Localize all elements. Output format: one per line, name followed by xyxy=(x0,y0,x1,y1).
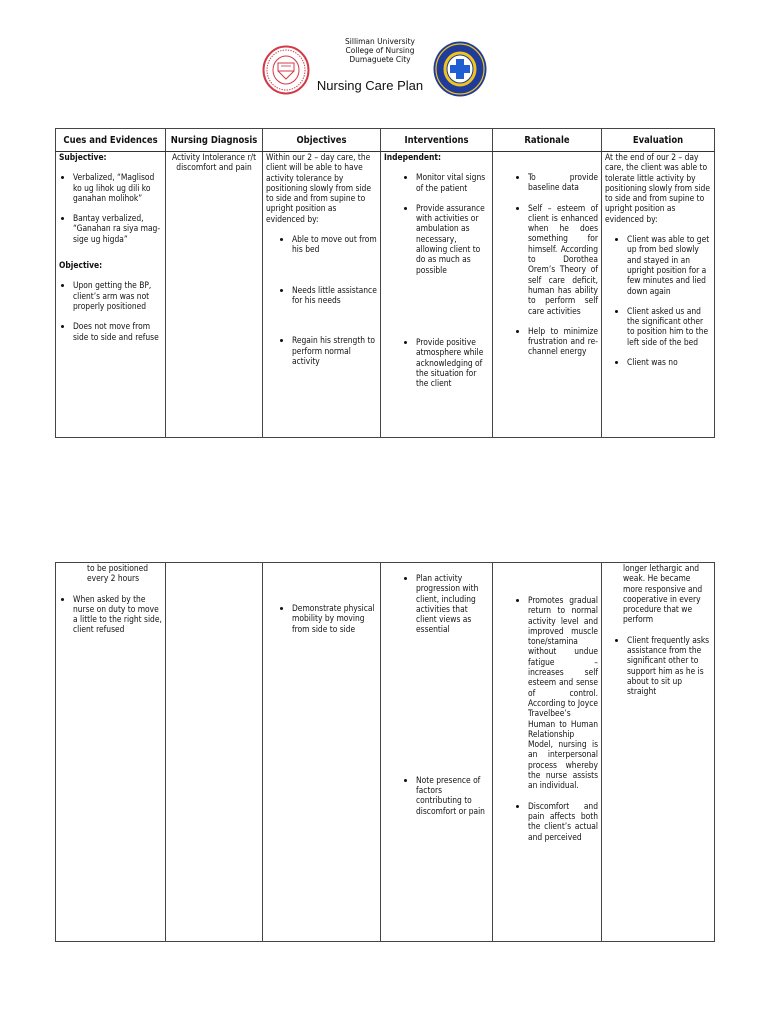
column-header: Interventions xyxy=(381,129,493,152)
objectives-cell xyxy=(263,152,381,438)
cue-item: • Bantay verbalized, “Ganahan ra siya mag-sige ug higda” xyxy=(73,213,162,244)
evaluation-cell xyxy=(602,563,715,942)
evaluation-item: • Client was able to get up from bed slowly and stayed in an upright position for a few minutes and lied down again xyxy=(627,234,711,296)
column-header: Objectives xyxy=(263,129,381,152)
institution-line: Dumaguete City xyxy=(349,55,411,64)
rationale-item: • Help to minimize frustration and re-channel energy xyxy=(528,326,598,357)
evaluation-item: • Client frequently asks assistance from the significant other to support him as he is about to sit up straight xyxy=(627,635,711,697)
independent-heading: Independent: xyxy=(384,152,442,162)
intervention-item: • Provide assurance with activities or ambulation as necessary, allowing client to do as much as possible xyxy=(416,203,489,275)
rationale-cell xyxy=(493,152,602,438)
cue-item: • Does not move from side to side and refuse xyxy=(73,321,162,342)
evaluation-intro: At the end of our 2 – day care, the client was able to tolerate little activity by positioning slowly from side to side and from supine to upright position as evidenced by: xyxy=(605,152,710,224)
evaluation-item: • Client was no xyxy=(627,357,711,367)
column-header: Cues and Evidences xyxy=(56,129,166,152)
rationale-item: • Self – esteem of client is enhanced when he does something for himself. According to Dorothea Orem’s Theory of self care deficit, human has ability to perform self care activities xyxy=(528,203,598,316)
column-header: Evaluation xyxy=(602,129,715,152)
column-header: Nursing Diagnosis xyxy=(166,129,263,152)
institution-line: College of Nursing xyxy=(345,46,415,55)
table-header-row xyxy=(56,129,715,152)
cue-item: • When asked by the nurse on duty to move a little to the right side, client refused xyxy=(73,594,162,635)
diagnosis-cell xyxy=(166,152,263,438)
care-plan-table xyxy=(55,128,715,438)
rationale-item: • Discomfort and pain affects both the client’s actual and perceived xyxy=(528,801,598,842)
evaluation-continued: longer lethargic and weak. He became more responsive and cooperative in every procedure that we perform xyxy=(623,563,703,625)
rationale-item: • To provide baseline data xyxy=(528,172,598,193)
college-of-nursing-seal-icon xyxy=(432,40,488,98)
intervention-item: • Note presence of factors contributing to discomfort or pain xyxy=(416,775,489,816)
objective-item: • Regain his strength to perform normal activity xyxy=(292,335,377,366)
objectives-intro: Within our 2 – day care, the client will be able to have activity tolerance by positioning slowly from side to side and from supine to upright position as evidenced by: xyxy=(266,152,371,224)
cues-cell xyxy=(56,152,166,438)
objective-heading: Objective: xyxy=(59,260,103,271)
objectives-cell xyxy=(263,563,381,942)
rationale-cell xyxy=(493,563,602,942)
table-row xyxy=(56,563,715,942)
cue-item: • Upon getting the BP, client’s arm was not properly positioned xyxy=(73,280,162,311)
nursing-diagnosis: Activity Intolerance r/t discomfort and pain xyxy=(171,152,257,173)
objective-item: • Needs little assistance for his needs xyxy=(292,285,377,306)
objective-item: • Demonstrate physical mobility by moving from side to side xyxy=(292,603,377,634)
document-header xyxy=(0,0,768,110)
diagnosis-cell xyxy=(166,563,263,942)
interventions-cell xyxy=(381,152,493,438)
cue-item: • Verbalized, “Maglisod ko ug lihok ug dili ko ganahan molihok” xyxy=(73,172,162,203)
cues-cell xyxy=(56,563,166,942)
intervention-item: • Provide positive atmosphere while acknowledging of the situation for the client xyxy=(416,337,489,388)
institution-line: Silliman University xyxy=(345,37,415,46)
evaluation-cell xyxy=(602,152,715,438)
care-plan-table-continued xyxy=(55,562,715,942)
page-title: Nursing Care Plan xyxy=(316,78,424,93)
rationale-item: • Promotes gradual return to normal activity level and improved muscle tone/stamina without undue fatigue – increases self esteem and sense of control. According to Joyce Travelbee’s Human to Human Relationship Model, nursing is an interpersonal process whereby the nurse assists an individual. xyxy=(528,595,598,791)
intervention-item: • Monitor vital signs of the patient xyxy=(416,172,489,193)
intervention-item: • Plan activity progression with client, including activities that client views as essential xyxy=(416,573,489,635)
subjective-heading: Subjective: xyxy=(59,152,107,162)
cue-continued: to be positioned every 2 hours xyxy=(87,563,149,584)
interventions-cell xyxy=(381,563,493,942)
evaluation-item: • Client asked us and the significant other to position him to the left side of the bed xyxy=(627,306,711,347)
objective-item: • Able to move out from his bed xyxy=(292,234,377,255)
table-row xyxy=(56,152,715,438)
column-header: Rationale xyxy=(493,129,602,152)
